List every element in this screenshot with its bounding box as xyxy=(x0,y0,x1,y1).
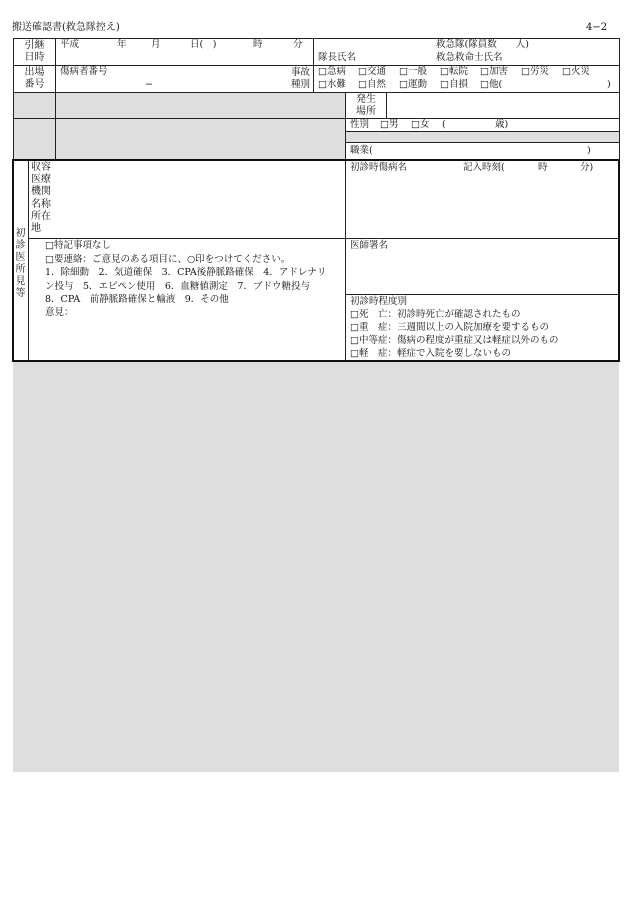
severity-death-checkbox[interactable]: □死 亡：初診時死亡が確認されたもの xyxy=(350,309,521,320)
sex-male-checkbox[interactable]: □男 xyxy=(380,119,399,130)
receiving-facility-label: 収容 医療 機関 名称 所在 地 xyxy=(31,162,51,235)
type-assault[interactable]: □加害 xyxy=(480,66,508,77)
incident-location-label: 発生 場所 xyxy=(356,94,376,117)
handover-datetime-label: 引継 日時 xyxy=(24,40,45,63)
remark-opinion-label: 意見： xyxy=(45,307,74,318)
leader-name-label: 隊長氏名 xyxy=(318,52,357,63)
remark-items-line1: 1．除細動 2．気道確保 3．CPA後静脈路確保 4．アドレナリ xyxy=(45,267,327,278)
age-open-paren: ( xyxy=(442,119,446,130)
patient-number-label: 傷病者番号 xyxy=(60,66,108,77)
gray-cell-row4-col1 xyxy=(13,118,55,159)
day-unit: 日( ) xyxy=(190,39,217,50)
type-self-harm[interactable]: □自損 xyxy=(440,79,468,90)
emt-name-label: 救急救命士氏名 xyxy=(436,52,503,63)
severity-moderate-checkbox[interactable]: □中等症：傷病の程度が重症又は軽症以外のもの xyxy=(350,335,559,346)
gray-cell-row3-col1 xyxy=(13,92,55,118)
remark-items-line2: ン投与 5．エピペン使用 6．血糖値測定 7．ブドウ糖投与 xyxy=(45,281,310,292)
month-unit: 月 xyxy=(151,39,161,50)
gray-lower-area xyxy=(13,362,619,772)
year-unit: 年 xyxy=(117,39,127,50)
type-emergency-illness[interactable]: □急病 xyxy=(318,66,346,77)
gray-cell-row3-main xyxy=(55,92,345,118)
type-other[interactable]: □他( xyxy=(480,79,503,90)
physician-signature-label: 医師署名 xyxy=(350,240,389,251)
type-fire[interactable]: □火災 xyxy=(562,66,590,77)
type-natural[interactable]: □自然 xyxy=(358,79,386,90)
page-number: 4−2 xyxy=(586,22,608,33)
type-transfer[interactable]: □転院 xyxy=(440,66,468,77)
remark-none-checkbox[interactable]: □特記事項なし xyxy=(45,240,111,251)
minute-unit: 分 xyxy=(293,39,303,50)
patient-number-dash: − xyxy=(145,79,153,90)
severity-mild-checkbox[interactable]: □軽 症：軽症で入院を要しないもの xyxy=(350,348,511,359)
type-industrial[interactable]: □労災 xyxy=(521,66,549,77)
age-unit: 歳) xyxy=(495,119,509,130)
entry-time-hour: 時 xyxy=(538,162,548,173)
gray-cell-row4-main xyxy=(55,118,345,159)
team-label: 救急隊(隊員数 人) xyxy=(436,39,529,50)
initial-diagnosis-side-label: 初 診 医 所 見 等 xyxy=(15,228,26,299)
type-other-close: ) xyxy=(607,79,611,90)
sex-label: 性別 xyxy=(350,119,370,130)
gray-band-row4 xyxy=(345,131,619,142)
entry-time-minute: 分) xyxy=(580,162,594,173)
sex-female-checkbox[interactable]: □女 xyxy=(411,119,430,130)
type-general[interactable]: □一般 xyxy=(399,66,427,77)
type-traffic[interactable]: □交通 xyxy=(358,66,386,77)
form-title: 搬送確認書(救急隊控え) xyxy=(12,22,120,33)
dispatch-number-label: 出場 番号 xyxy=(24,67,45,90)
hour-unit: 時 xyxy=(253,39,263,50)
remark-items-line3: 8．CPA 前静脈路確保と輸液 9．その他 xyxy=(45,294,229,305)
entry-time-label: 記入時刻( xyxy=(463,162,505,173)
occupation-label: 職業( xyxy=(350,145,373,156)
severity-title: 初診時程度別 xyxy=(350,296,408,307)
accident-type-label: 事故 種別 xyxy=(290,67,310,90)
severity-severe-checkbox[interactable]: □重 症：三週間以上の入院加療を要するもの xyxy=(350,322,549,333)
initial-diagnosis-label: 初診時傷病名 xyxy=(350,162,408,173)
occupation-close: ) xyxy=(587,145,591,156)
type-sports[interactable]: □運動 xyxy=(399,79,427,90)
type-water[interactable]: □水難 xyxy=(318,79,346,90)
remark-contact-checkbox[interactable]: □要連絡：ご意見のある項目に、○印をつけてください。 xyxy=(45,254,291,265)
era-label: 平成 xyxy=(60,39,80,50)
